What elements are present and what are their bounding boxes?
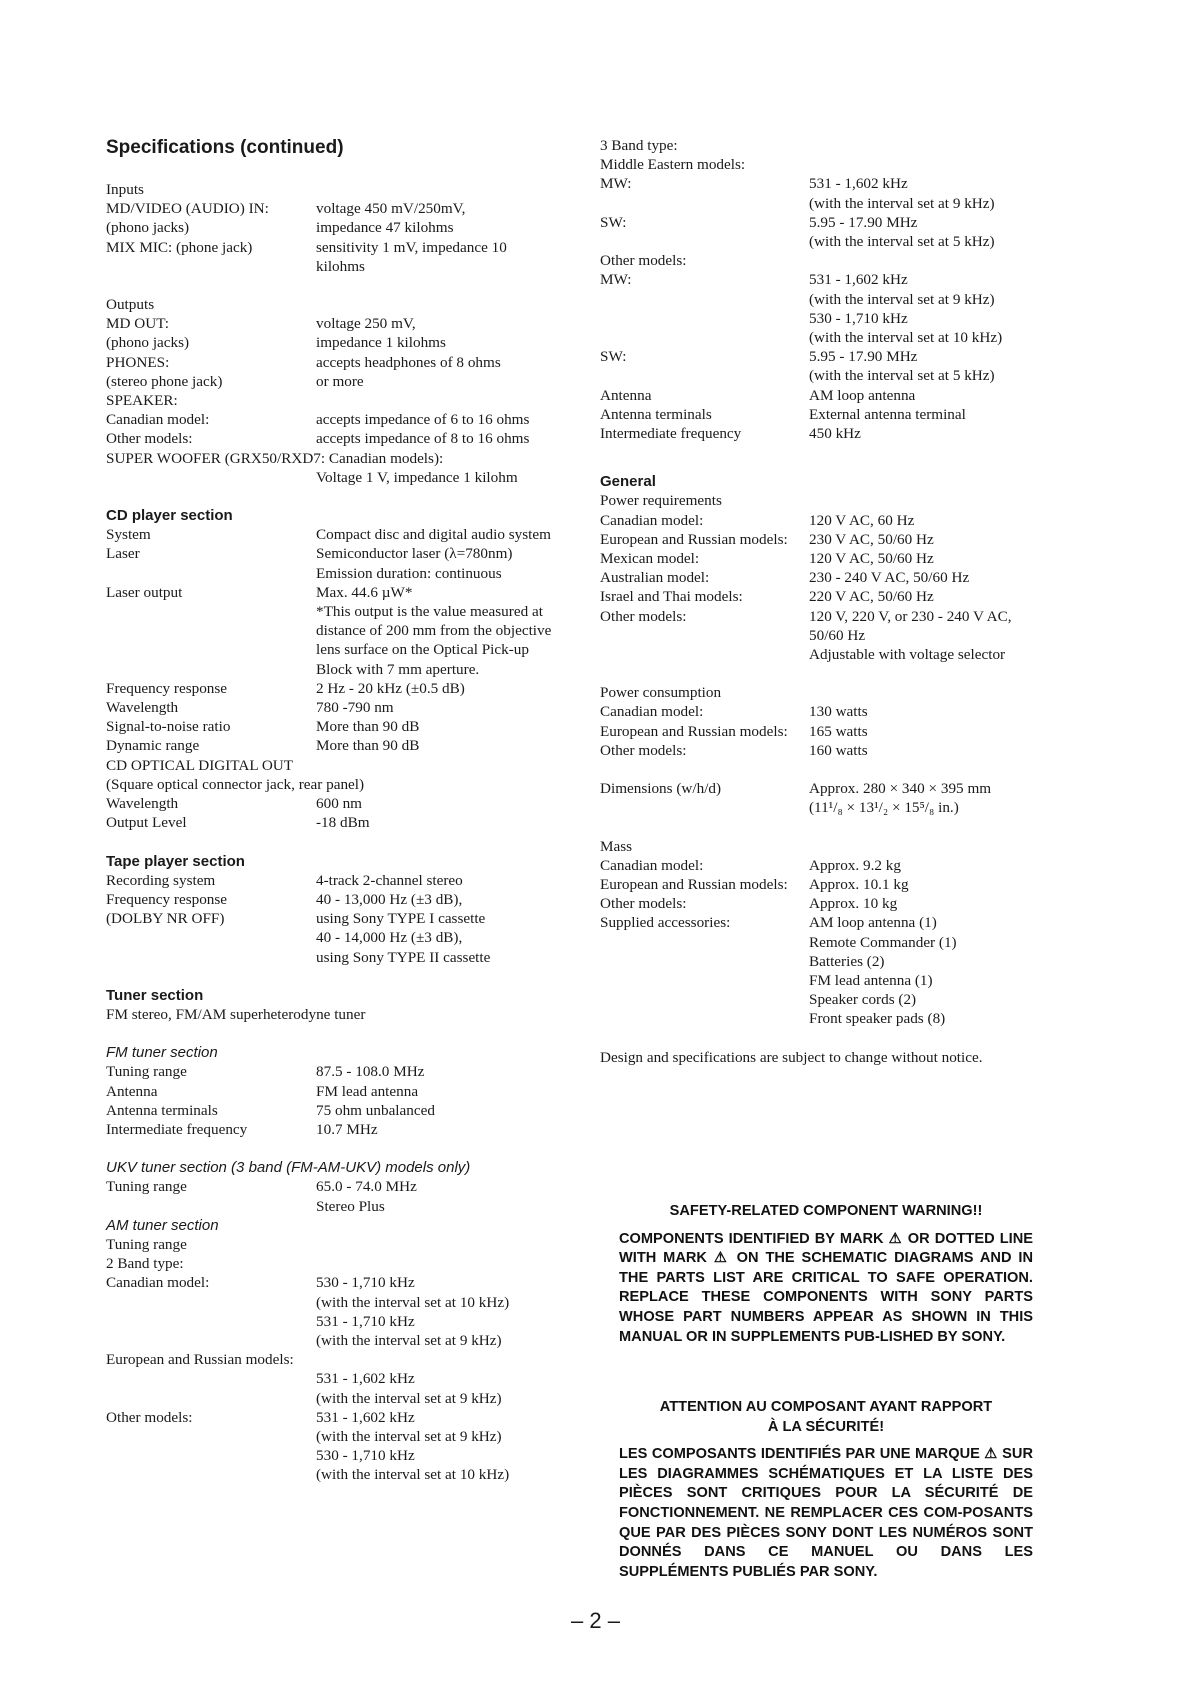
spec-label xyxy=(600,1009,809,1028)
subsection-heading: FM tuner section xyxy=(106,1044,218,1062)
spec-row xyxy=(106,1465,576,1484)
spec-row xyxy=(600,232,1040,251)
spec-value: kilohms xyxy=(316,257,365,275)
spec-label xyxy=(600,194,809,213)
spec-value: voltage 450 mV/250mV, xyxy=(316,200,466,218)
section-heading: CD player section xyxy=(106,507,233,525)
spec-value: More than 90 dB xyxy=(316,737,420,755)
spec-value: Front speaker pads (8) xyxy=(809,1010,946,1028)
spec-value: (with the interval set at 9 kHz) xyxy=(809,290,995,308)
spec-value: 120 V, 220 V, or 230 - 240 V AC, xyxy=(809,607,1012,625)
spec-label: European and Russian models: xyxy=(600,875,788,893)
spec-label: Frequency response xyxy=(106,890,228,908)
spec-value: *This output is the value measured at xyxy=(316,603,543,621)
spec-row xyxy=(106,1369,576,1388)
spec-row xyxy=(106,1389,576,1408)
spec-row xyxy=(600,213,1040,232)
spec-text: Tuning range xyxy=(106,1235,187,1253)
spec-value: Approx. 10 kg xyxy=(809,895,898,913)
spec-label: Intermediate frequency xyxy=(106,1120,248,1138)
spec-value: lens surface on the Optical Pick-up xyxy=(316,641,529,659)
spec-value: Approx. 280 × 340 × 395 mm xyxy=(809,780,992,798)
spec-label xyxy=(600,952,809,971)
spec-value: (with the interval set at 10 kHz) xyxy=(809,329,1003,347)
spec-label xyxy=(106,257,316,276)
spec-value: Approx. 10.1 kg xyxy=(809,875,909,893)
spec-value: 4-track 2-channel stereo xyxy=(316,871,463,889)
spec-row xyxy=(600,702,1040,721)
spec-label: Mexican model: xyxy=(600,550,700,568)
spec-label xyxy=(106,1197,316,1216)
spec-row xyxy=(600,328,1040,347)
spec-label xyxy=(106,1293,316,1312)
spec-row xyxy=(600,309,1040,328)
spec-label: Intermediate frequency xyxy=(600,425,742,443)
spec-label: Israel and Thai models: xyxy=(600,588,743,606)
spec-label: Tuning range xyxy=(106,1063,187,1081)
spacer xyxy=(600,664,1040,683)
spec-label: SW: xyxy=(600,213,627,231)
spec-value: accepts impedance of 6 to 16 ohms xyxy=(316,411,530,429)
spec-row xyxy=(600,568,1040,587)
spec-value: 220 V AC, 50/60 Hz xyxy=(809,588,934,606)
spec-row xyxy=(106,736,576,755)
spec-row xyxy=(600,722,1040,741)
spec-label: Antenna terminals xyxy=(600,405,712,423)
spec-row xyxy=(600,933,1040,952)
spec-label xyxy=(106,1427,316,1446)
warning-body-french: LES COMPOSANTS IDENTIFIÉS PAR UNE MARQUE ⚠ SUR LES DIAGRAMMES SCHÉMATIQUES ET LA LISTE DES PIÈCES SONT CRITIQUES POUR LA SÉCURITÉ DE FONCTIONNEMENT. NE REMPLACER CES COM-POSANTS QUE PAR DES PIÈCES SONY DONT LES NUMÉROS SONT DONNÉS DANS CE MANUEL OU DANS LES SUPPLÉMENTS PUBLIÉS PAR SONY. xyxy=(619,1446,1033,1580)
spec-label: Other models: xyxy=(600,895,687,913)
spec-label: European and Russian models: xyxy=(600,530,788,548)
spec-row xyxy=(600,952,1040,971)
spec-label xyxy=(600,933,809,952)
safety-warning-french xyxy=(619,1398,1033,1582)
spec-label: Antenna terminals xyxy=(106,1101,218,1119)
spec-value: using Sony TYPE II cassette xyxy=(316,948,491,966)
spec-row xyxy=(600,194,1040,213)
spec-label: (phono jacks) xyxy=(106,334,190,352)
spec-row xyxy=(106,717,576,736)
spec-value: Stereo Plus xyxy=(316,1197,385,1215)
spec-label: Other models: xyxy=(600,607,687,625)
spec-label xyxy=(600,626,809,645)
spec-row xyxy=(600,626,1040,645)
spec-row xyxy=(106,1273,576,1292)
spec-row xyxy=(600,971,1040,990)
spec-text: Power requirements xyxy=(600,492,722,510)
spec-row xyxy=(600,856,1040,875)
spec-label: Tuning range xyxy=(106,1178,187,1196)
spec-label: (DOLBY NR OFF) xyxy=(106,910,225,928)
spec-label: MD OUT: xyxy=(106,315,169,333)
spec-label xyxy=(600,798,809,817)
spec-row xyxy=(600,530,1040,549)
spec-label: Supplied accessories: xyxy=(600,914,731,932)
spec-row xyxy=(600,549,1040,568)
spec-label xyxy=(600,366,809,385)
spec-label: Frequency response xyxy=(106,679,228,697)
spec-value: 230 V AC, 50/60 Hz xyxy=(809,530,934,548)
spec-text: Mass xyxy=(600,837,633,855)
spec-row xyxy=(106,1101,576,1120)
spec-value: (11¹/₈ × 13¹/₂ × 15⁵/₈ in.) xyxy=(809,799,959,817)
spec-row xyxy=(106,640,576,659)
spec-row xyxy=(106,909,576,928)
spec-label: Wavelength xyxy=(106,795,179,813)
spec-text: Outputs xyxy=(106,296,155,314)
spec-row xyxy=(106,698,576,717)
spec-row xyxy=(106,679,576,698)
spec-label: Output Level xyxy=(106,814,187,832)
section-heading: Tuner section xyxy=(106,986,204,1004)
spacer xyxy=(600,1029,1040,1048)
warning-heading-french xyxy=(619,1398,1033,1437)
spec-row xyxy=(106,813,576,832)
spec-label: Dimensions (w/h/d) xyxy=(600,780,722,798)
spec-value: Block with 7 mm aperture. xyxy=(316,660,480,678)
spec-text: FM stereo, FM/AM superheterodyne tuner xyxy=(106,1005,366,1023)
spec-row xyxy=(600,645,1040,664)
spacer xyxy=(106,1139,576,1158)
spec-row xyxy=(600,607,1040,626)
spec-row xyxy=(600,424,1040,443)
spec-row xyxy=(106,238,576,257)
spec-value: distance of 200 mm from the objective xyxy=(316,622,552,640)
spec-label: MD/VIDEO (AUDIO) IN: xyxy=(106,200,269,218)
spec-value: 531 - 1,710 kHz xyxy=(316,1312,415,1330)
subsection-heading: UKV tuner section (3 band (FM-AM-UKV) models only) xyxy=(106,1159,471,1177)
spec-label: System xyxy=(106,526,151,544)
spec-value: 531 - 1,602 kHz xyxy=(809,175,908,193)
spec-label xyxy=(106,621,316,640)
spec-text: SPEAKER: xyxy=(106,392,178,410)
spec-value: (with the interval set at 9 kHz) xyxy=(809,194,995,212)
spec-value: 165 watts xyxy=(809,722,868,740)
spec-row xyxy=(600,405,1040,424)
spec-row xyxy=(106,257,576,276)
spec-value: 530 - 1,710 kHz xyxy=(316,1274,415,1292)
spec-label xyxy=(600,232,809,251)
spec-row xyxy=(600,366,1040,385)
spec-row xyxy=(106,1120,576,1139)
spec-text: SUPER WOOFER (GRX50/RXD7: Canadian models): xyxy=(106,449,444,467)
spec-value: (with the interval set at 9 kHz) xyxy=(316,1389,502,1407)
spec-row xyxy=(106,1312,576,1331)
spec-label: Signal-to-noise ratio xyxy=(106,718,231,736)
spacer xyxy=(106,487,576,506)
spec-label: Laser xyxy=(106,545,140,563)
spec-value: 120 V AC, 50/60 Hz xyxy=(809,550,934,568)
spec-row xyxy=(106,353,576,372)
warning-heading-line-1: ATTENTION AU COMPOSANT AYANT RAPPORT xyxy=(659,1399,993,1415)
spec-text: 3 Band type: xyxy=(600,137,678,154)
spec-row xyxy=(106,602,576,621)
spec-label: Other models: xyxy=(106,430,193,448)
spec-label xyxy=(106,928,316,947)
spec-value: 450 kHz xyxy=(809,425,861,443)
spec-row xyxy=(600,779,1040,798)
spec-value: AM loop antenna (1) xyxy=(809,914,937,932)
spec-value: 5.95 - 17.90 MHz xyxy=(809,213,918,231)
spec-label: Dynamic range xyxy=(106,737,200,755)
spec-row xyxy=(106,583,576,602)
spec-row xyxy=(106,1197,576,1216)
spec-value: FM lead antenna (1) xyxy=(809,971,933,989)
spec-value: accepts impedance of 8 to 16 ohms xyxy=(316,430,530,448)
spec-row xyxy=(106,948,576,967)
spec-label: Antenna xyxy=(600,386,652,404)
safety-warning-english xyxy=(619,1202,1033,1347)
spec-value: 65.0 - 74.0 MHz xyxy=(316,1178,417,1196)
page-title: Specifications (continued) xyxy=(106,137,344,158)
spec-label xyxy=(106,468,316,487)
spec-row xyxy=(106,1446,576,1465)
spec-text: 2 Band type: xyxy=(106,1255,184,1273)
spec-row xyxy=(106,1062,576,1081)
spec-row xyxy=(106,1293,576,1312)
spec-value: (with the interval set at 5 kHz) xyxy=(809,233,995,251)
spec-value: 530 - 1,710 kHz xyxy=(809,309,908,327)
spec-label: Other models: xyxy=(106,1408,193,1426)
spacer xyxy=(106,276,576,295)
spec-row xyxy=(106,1082,576,1101)
spec-row xyxy=(106,564,576,583)
spec-label: Canadian model: xyxy=(600,511,704,529)
spacer xyxy=(600,443,1040,462)
spec-value: accepts headphones of 8 ohms xyxy=(316,353,501,371)
spacer xyxy=(600,760,1040,779)
spec-value: 600 nm xyxy=(316,795,362,813)
spec-row xyxy=(600,174,1040,193)
spec-value: Batteries (2) xyxy=(809,952,885,970)
spec-label: (phono jacks) xyxy=(106,219,190,237)
spec-label xyxy=(600,645,809,664)
spec-label: (stereo phone jack) xyxy=(106,372,223,390)
spec-label xyxy=(600,290,809,309)
spec-label: Canadian model: xyxy=(106,411,210,429)
spec-value: 10.7 MHz xyxy=(316,1120,378,1138)
spec-row xyxy=(600,511,1040,530)
spec-value: Emission duration: continuous xyxy=(316,564,502,582)
spec-label xyxy=(106,1389,316,1408)
spec-value: 531 - 1,602 kHz xyxy=(316,1370,415,1388)
spec-value: using Sony TYPE I cassette xyxy=(316,910,486,928)
spec-row xyxy=(106,544,576,563)
warning-body: COMPONENTS IDENTIFIED BY MARK ⚠ OR DOTTED LINE WITH MARK ⚠ ON THE SCHEMATIC DIAGRAMS AND IN THE PARTS LIST ARE CRITICAL TO SAFE OPERATION. REPLACE THESE COMPONENTS WITH SONY PARTS WHOSE PART NUMBERS APPEAR AS SHOWN IN THIS MANUAL OR IN SUPPLEMENTS PUB-LISHED BY SONY. xyxy=(619,1230,1033,1345)
spec-value: -18 dBm xyxy=(316,814,370,832)
spec-label xyxy=(106,1312,316,1331)
spec-row xyxy=(106,621,576,640)
spec-label xyxy=(600,309,809,328)
spec-label: Canadian model: xyxy=(106,1274,210,1292)
spec-row xyxy=(106,468,576,487)
spec-text: Other models: xyxy=(600,252,687,270)
spec-value: sensitivity 1 mV, impedance 10 xyxy=(316,238,507,256)
spec-label xyxy=(106,564,316,583)
spec-value: External antenna terminal xyxy=(809,405,966,423)
spec-row xyxy=(106,660,576,679)
spec-row xyxy=(106,525,576,544)
spec-label xyxy=(600,971,809,990)
page-number: – 2 – xyxy=(571,1608,620,1633)
spec-label: Canadian model: xyxy=(600,703,704,721)
spec-value: 160 watts xyxy=(809,741,868,759)
spec-label: Australian model: xyxy=(600,569,710,587)
spec-value: impedance 47 kilohms xyxy=(316,219,454,237)
spec-label: Other models: xyxy=(600,741,687,759)
spec-row xyxy=(600,386,1040,405)
spec-value: Voltage 1 V, impedance 1 kilohm xyxy=(316,468,518,486)
spec-value: 5.95 - 17.90 MHz xyxy=(809,348,918,366)
spacer xyxy=(106,1024,576,1043)
spec-value: 120 V AC, 60 Hz xyxy=(809,511,915,529)
spec-row xyxy=(600,894,1040,913)
spec-label: Wavelength xyxy=(106,699,179,717)
spec-value: Adjustable with voltage selector xyxy=(809,646,1006,664)
spec-value: Max. 44.6 µW* xyxy=(316,583,413,601)
spec-label: MW: xyxy=(600,175,632,193)
spec-text: European and Russian models: xyxy=(106,1351,294,1369)
spec-row xyxy=(106,218,576,237)
spec-value: Speaker cords (2) xyxy=(809,991,917,1009)
spec-text: CD OPTICAL DIGITAL OUT xyxy=(106,756,294,774)
spec-label: Canadian model: xyxy=(600,856,704,874)
spec-value: 2 Hz - 20 kHz (±0.5 dB) xyxy=(316,679,465,697)
spec-value: 40 - 13,000 Hz (±3 dB), xyxy=(316,890,463,908)
spec-value: 130 watts xyxy=(809,703,868,721)
spec-label xyxy=(106,640,316,659)
spec-label xyxy=(600,990,809,1009)
spec-value: (with the interval set at 9 kHz) xyxy=(316,1331,502,1349)
spec-value: impedance 1 kilohms xyxy=(316,334,446,352)
spec-label xyxy=(106,948,316,967)
spec-value: 75 ohm unbalanced xyxy=(316,1101,435,1119)
spec-column-left xyxy=(106,136,576,1485)
spec-text: Middle Eastern models: xyxy=(600,156,746,174)
spec-value: (with the interval set at 10 kHz) xyxy=(316,1293,510,1311)
spec-label: MIX MIC: (phone jack) xyxy=(106,238,253,256)
spec-value: AM loop antenna xyxy=(809,386,916,404)
spec-label: MW: xyxy=(600,271,632,289)
spec-list-left xyxy=(106,180,576,1485)
spacer xyxy=(600,818,1040,837)
spec-value: 531 - 1,602 kHz xyxy=(316,1408,415,1426)
spec-label: PHONES: xyxy=(106,353,170,371)
section-heading: Tape player section xyxy=(106,852,245,870)
spec-value: voltage 250 mV, xyxy=(316,315,416,333)
spec-row xyxy=(106,372,576,391)
spec-row xyxy=(600,1009,1040,1028)
spec-value: 40 - 14,000 Hz (±3 dB), xyxy=(316,929,463,947)
spec-row xyxy=(600,290,1040,309)
spec-value: 230 - 240 V AC, 50/60 Hz xyxy=(809,569,970,587)
spec-value: FM lead antenna xyxy=(316,1082,419,1100)
spec-text: Design and specifications are subject to change without notice. xyxy=(600,1048,983,1066)
spec-row xyxy=(106,199,576,218)
spec-row xyxy=(600,875,1040,894)
spec-row xyxy=(600,913,1040,932)
spec-row xyxy=(106,410,576,429)
spec-row xyxy=(106,314,576,333)
spec-value: (with the interval set at 5 kHz) xyxy=(809,367,995,385)
spec-row xyxy=(106,1427,576,1446)
spec-label: Recording system xyxy=(106,871,216,889)
spec-value: or more xyxy=(316,372,364,390)
spec-label: SW: xyxy=(600,348,627,366)
spec-value: 780 -790 nm xyxy=(316,699,394,717)
spec-row xyxy=(106,890,576,909)
spec-label xyxy=(106,1465,316,1484)
spec-row xyxy=(106,1331,576,1350)
spec-row xyxy=(106,794,576,813)
spec-label xyxy=(106,1446,316,1465)
spec-value: (with the interval set at 9 kHz) xyxy=(316,1427,502,1445)
spec-label: Antenna xyxy=(106,1082,158,1100)
spec-row xyxy=(106,1408,576,1427)
spec-row xyxy=(106,1177,576,1196)
spec-value: Compact disc and digital audio system xyxy=(316,526,551,544)
spec-text: (Square optical connector jack, rear panel) xyxy=(106,775,365,793)
spec-value: More than 90 dB xyxy=(316,718,420,736)
spec-label xyxy=(106,1369,316,1388)
spec-row xyxy=(106,429,576,448)
spec-row xyxy=(600,347,1040,366)
spec-row xyxy=(600,270,1040,289)
warning-heading-line-2: À LA SÉCURITÉ! xyxy=(767,1418,885,1435)
spec-row xyxy=(600,587,1040,606)
spec-value: 530 - 1,710 kHz xyxy=(316,1447,415,1465)
spec-value: Semiconductor laser (λ=780nm) xyxy=(316,545,513,563)
spacer xyxy=(106,833,576,852)
subsection-heading: AM tuner section xyxy=(106,1216,219,1234)
spacer xyxy=(106,967,576,986)
spec-text: Inputs xyxy=(106,181,144,198)
spec-row xyxy=(600,990,1040,1009)
spec-value: Remote Commander (1) xyxy=(809,933,957,951)
spacer xyxy=(600,462,1040,472)
spec-value: (with the interval set at 10 kHz) xyxy=(316,1466,510,1484)
spec-column-right xyxy=(600,136,1040,1067)
warning-heading: SAFETY-RELATED COMPONENT WARNING!! xyxy=(669,1203,983,1219)
spec-value: Approx. 9.2 kg xyxy=(809,856,901,874)
spec-value: 50/60 Hz xyxy=(809,626,866,644)
section-heading: General xyxy=(600,473,656,491)
spec-label xyxy=(600,328,809,347)
spec-label xyxy=(106,660,316,679)
spec-label: Laser output xyxy=(106,583,183,601)
spec-text: Power consumption xyxy=(600,684,722,702)
spec-list-right xyxy=(600,136,1040,1067)
spec-label xyxy=(106,602,316,621)
spec-label xyxy=(106,1331,316,1350)
spec-row xyxy=(106,333,576,352)
spec-row xyxy=(600,798,1040,817)
spec-row xyxy=(600,741,1040,760)
spec-row xyxy=(106,871,576,890)
spec-value: 87.5 - 108.0 MHz xyxy=(316,1063,425,1081)
spec-row xyxy=(106,928,576,947)
spec-value: 531 - 1,602 kHz xyxy=(809,271,908,289)
spec-label: European and Russian models: xyxy=(600,722,788,740)
